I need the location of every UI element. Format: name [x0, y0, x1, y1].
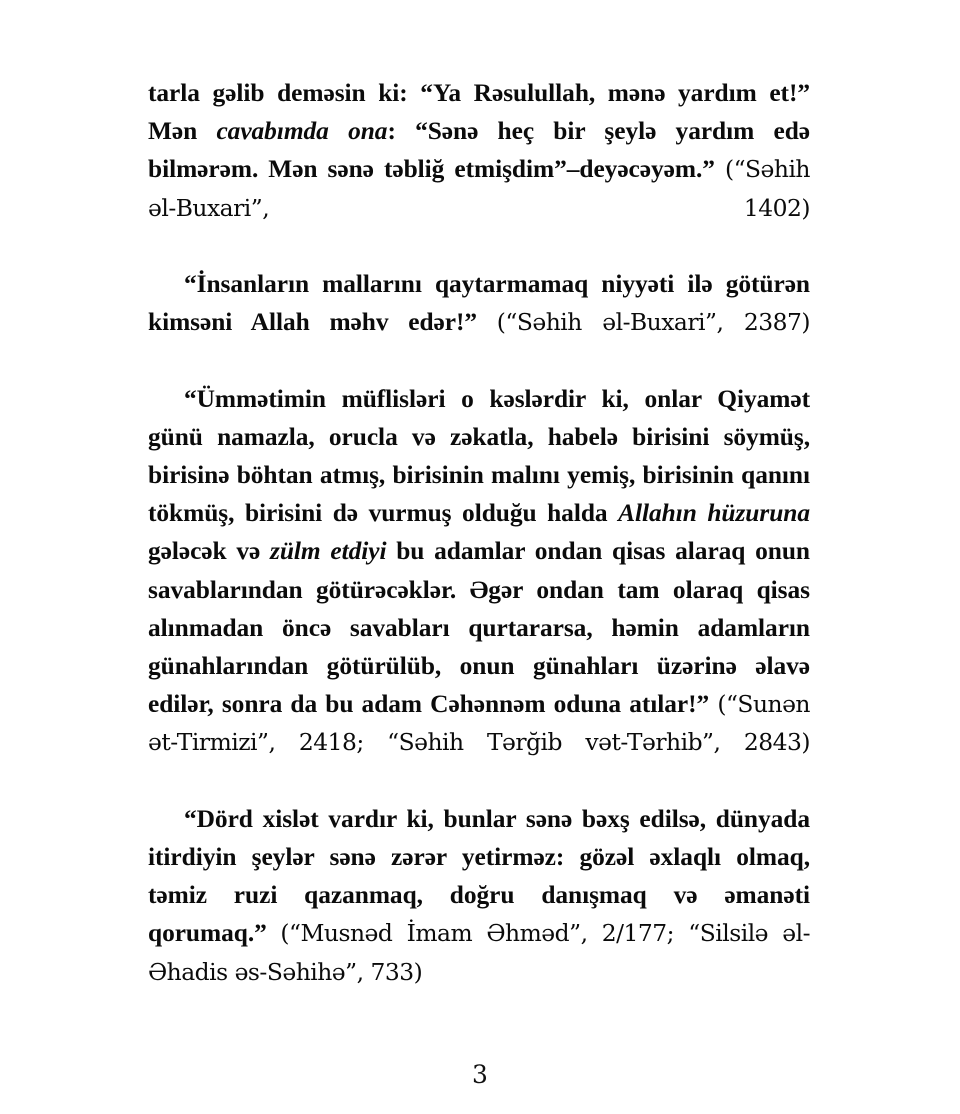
text-run: gələcək və: [148, 537, 270, 566]
text-run: “Dörd xislət vardır ki, bunlar sənə bəxş edilsə, dünyada itirdiyin şeylər sənə zərər yetirməz: gözəl əxlaqlı olmaq, təmiz ruzi qazanmaq, doğru danışmaq və əmanəti qorumaq.”: [148, 804, 810, 948]
emphasis-run: Allahın hüzuruna: [618, 499, 810, 528]
page-body-text: [148, 74, 810, 991]
citation-run: (“Musnəd İmam Əhməd”, 2/177; “Silsilə əl-Əhadis əs-Səhihə”, 733): [148, 919, 810, 986]
text-run: tarla gəlib deməsin ki: “Ya Rəsulullah, mənə yardım et!” Mən: [148, 79, 810, 146]
paragraph: [148, 800, 810, 991]
page-number: 3: [472, 1060, 488, 1089]
citation-run: (“Səhih əl-Buxari”, 1402): [148, 155, 810, 222]
text-run: “İnsanların mallarını qaytarmamaq niyyəti ilə götürən kimsəni Allah məhv edər!”: [148, 270, 810, 337]
emphasis-run: cavabımda ona: [216, 117, 388, 146]
citation-run: (“Səhih əl-Buxari”, 2387): [496, 308, 810, 337]
emphasis-run: zülm etdiyi: [269, 537, 387, 566]
paragraph: [148, 265, 810, 380]
paragraph: [148, 380, 810, 800]
citation-run: (“Sunən ət-Tirmizi”, 2418; “Səhih Tərğib vət-Tərhib”, 2843): [148, 690, 810, 757]
paragraph: [148, 74, 810, 265]
text-run: “Ümmətimin müflisləri o kəslərdir ki, onlar Qiyamət günü namazla, orucla və zəkatla, habelə birisini söymüş, birisinə böhtan atmış, birisinin malını yemiş, birisinin qanını tökmüş, birisini də vurmuş olduğu halda: [148, 384, 810, 528]
text-run: : “Sənə heç bir şeylə yardım edə bilmərəm. Mən sənə təbliğ etmişdim”–deyəcəyəm.”: [148, 117, 810, 184]
text-run: bu adamlar ondan qisas alaraq onun savablarından götürəcəklər. Əgər ondan tam olaraq qisas alınmadan öncə savabları qurtararsa, həmin adamların günahlarından götürülüb, onun günahları üzərinə əlavə edilər, sonra da bu adam Cəhənnəm oduna atılar!”: [148, 537, 810, 719]
